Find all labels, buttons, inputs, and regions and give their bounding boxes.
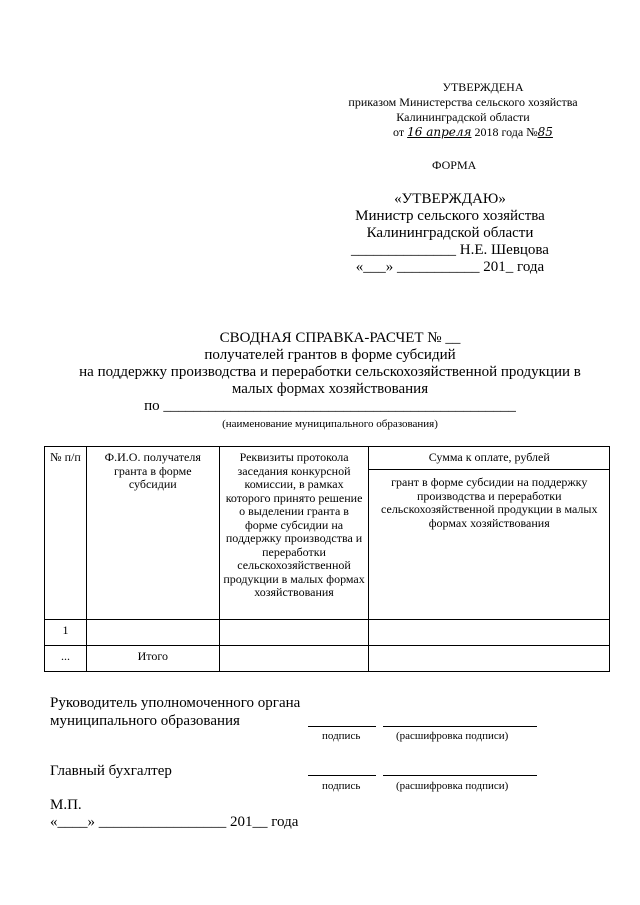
head-sign-label: подпись [322, 730, 361, 742]
stamp-label: М.П. [50, 797, 82, 813]
header-amount: Сумма к оплате, рублей [369, 447, 610, 470]
table-header-row [45, 447, 610, 470]
row1-recipient [86, 620, 219, 646]
approve-line1: Министр сельского хозяйства [355, 208, 545, 224]
title-line2: получателей грантов в форме субсидий [204, 347, 456, 363]
row1-amount [369, 620, 610, 646]
row2-num: ... [45, 646, 87, 672]
accountant-decode-line [383, 775, 537, 776]
title-line4: малых формах хозяйствования [231, 381, 429, 397]
row2-amount [369, 646, 610, 672]
accountant-decode-label: (расшифровка подписи) [396, 780, 509, 792]
row2-total: Итого [86, 646, 219, 672]
approve-line2: Калининградской области [366, 225, 534, 241]
row1-num: 1 [45, 620, 87, 646]
approve-block [330, 191, 570, 276]
title-line3: на поддержку производства и переработки сельскохозяйственной продукции в [79, 364, 581, 380]
table-row [45, 646, 610, 672]
header-num: № п/п [45, 447, 87, 620]
approval-date-prefix: от [393, 125, 405, 139]
header-recipient: Ф.И.О. получателя гранта в форме субсидии [86, 447, 219, 620]
title-line6: (наименование муниципального образования) [222, 418, 438, 430]
title-line1: СВОДНАЯ СПРАВКА-РАСЧЕТ № __ [219, 330, 461, 346]
approval-date [318, 125, 608, 140]
head-signature-block [50, 694, 300, 730]
head-line1: Руководитель уполномоченного органа [50, 695, 301, 711]
table-row [45, 620, 610, 646]
accountant-label: Главный бухгалтер [50, 763, 172, 779]
head-line2: муниципального образования [50, 713, 240, 729]
form-label: ФОРМА [432, 158, 477, 172]
approve-signer: ______________ Н.Е. Шевцова [351, 242, 549, 258]
approval-date-handwritten: 16 апреля [407, 125, 472, 139]
approval-heading: УТВЕРЖДЕНА [442, 80, 524, 94]
header-amount-sub: грант в форме субсидии на поддержку производства и переработки сельскохозяйственной продукции в малых формах хозяйствования [369, 470, 610, 620]
footer-date: «____» _________________ 201__ года [50, 814, 299, 830]
approve-heading: «УТВЕРЖДАЮ» [394, 191, 506, 207]
accountant-sign-label: подпись [322, 780, 361, 792]
title-line5: по _______________________________________________ [144, 398, 516, 414]
head-decode-line [383, 726, 537, 727]
head-sign-line [308, 726, 376, 727]
approve-date: «___» ___________ 201_ года [355, 259, 545, 275]
row2-protocol [219, 646, 369, 672]
approval-date-year: 2018 года № [474, 125, 538, 139]
document-title [40, 330, 620, 433]
accountant-sign-line [308, 775, 376, 776]
approval-number-handwritten: 85 [537, 125, 553, 139]
head-decode-label: (расшифровка подписи) [396, 730, 509, 742]
approval-line2: Калининградской области [396, 110, 530, 124]
row1-protocol [219, 620, 369, 646]
approval-line1: приказом Министерства сельского хозяйства [348, 95, 578, 109]
header-protocol: Реквизиты протокола заседания конкурсной комиссии, в рамках которого принято решение о выделении гранта в форме субсидии на поддержку производства и переработки сельскохозяйственной продукции в малых формах хозяйствования [219, 447, 369, 620]
summary-table [44, 446, 610, 672]
approval-block [318, 80, 608, 140]
